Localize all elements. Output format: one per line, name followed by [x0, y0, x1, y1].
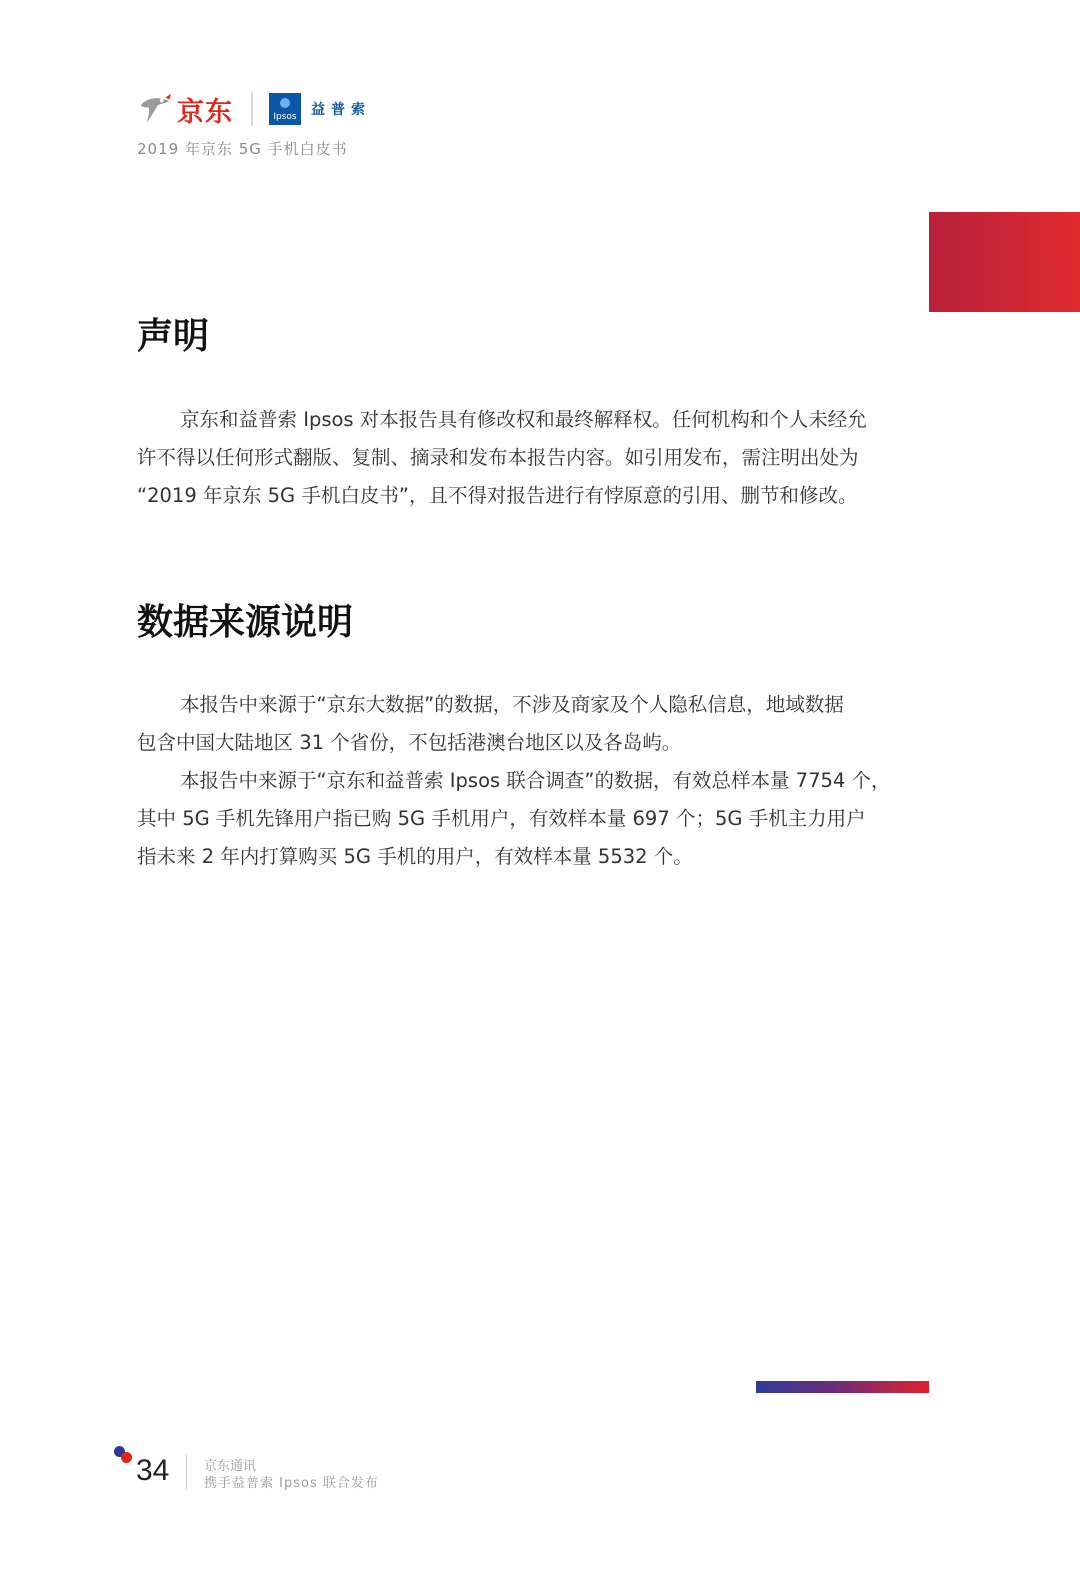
decorative-red-block — [929, 212, 1080, 312]
section-title-statement: 声明 — [137, 316, 210, 357]
footer-divider — [186, 1454, 187, 1490]
ipsos-logo — [269, 93, 301, 125]
jd-dog-mascot-icon — [137, 90, 175, 128]
decorative-gradient-bar — [756, 1381, 929, 1393]
page-number: 34 — [136, 1454, 170, 1487]
ipsos-logo-text: Ipsos — [273, 112, 297, 122]
page-footer — [112, 1438, 512, 1498]
section-title-data-source: 数据来源说明 — [137, 602, 354, 643]
footer-line-1: 京东通讯 — [204, 1459, 257, 1474]
paragraph-line: “2019 年京东 5G 手机白皮书”，且不得对报告进行有悖原意的引用、删节和修改。 — [137, 484, 858, 507]
paragraph-line: 京东和益普索 Ipsos 对本报告具有修改权和最终解释权。任何机构和个人未经允 — [180, 408, 867, 431]
logo-divider — [251, 92, 253, 126]
paragraph-line: 包含中国大陆地区 31 个省份，不包括港澳台地区以及各岛屿。 — [137, 731, 682, 754]
statement-paragraph — [137, 401, 929, 515]
paragraph-line: 本报告中来源于“京东和益普索 Ipsos 联合调查”的数据，有效总样本量 7754 个， — [180, 769, 891, 792]
page-header — [137, 88, 537, 168]
ipsos-cn-logo-text: 益普索 — [311, 102, 371, 118]
paragraph-line: 指未来 2 年内打算购买 5G 手机的用户，有效样本量 5532 个。 — [137, 845, 693, 868]
jd-logo-text: 京东 — [177, 96, 233, 128]
report-subtitle: 2019 年京东 5G 手机白皮书 — [137, 140, 348, 158]
paragraph-line: 其中 5G 手机先锋用户指已购 5G 手机用户，有效样本量 697 个；5G 手机主力用户 — [137, 807, 866, 830]
data-source-paragraph — [137, 686, 929, 876]
red-dot-icon — [121, 1452, 132, 1463]
logo-row — [137, 88, 371, 130]
ipsos-logo-dot — [280, 98, 290, 108]
footer-line-2: 携手益普索 Ipsos 联合发布 — [204, 1476, 379, 1491]
paragraph-line: 本报告中来源于“京东大数据”的数据，不涉及商家及个人隐私信息，地域数据 — [180, 693, 844, 716]
paragraph-line: 许不得以任何形式翻版、复制、摘录和发布本报告内容。如引用发布，需注明出处为 — [137, 446, 859, 469]
